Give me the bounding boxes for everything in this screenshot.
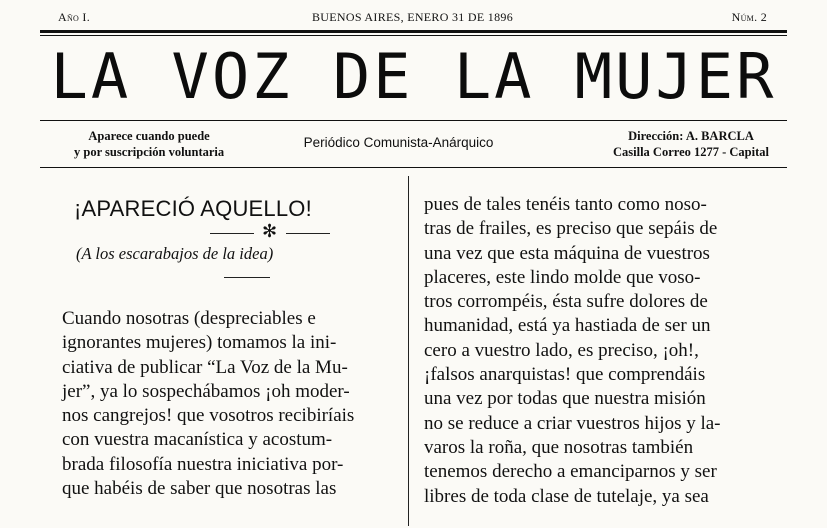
text-line: ¡falsos anarquistas! que comprendáis [424, 364, 706, 386]
text-line: que habéis de saber que nosotras las [62, 478, 337, 500]
right-column [424, 193, 780, 509]
publication-note-line-1: Aparece cuando puede [88, 129, 210, 143]
left-article-body [62, 307, 392, 501]
ornament-rule-right [286, 233, 330, 234]
masthead-title: LA VOZ DE LA MUJER [50, 40, 777, 113]
text-line: no se reduce a criar vuestros hijos y la- [424, 412, 721, 434]
issue-year: Año I. [58, 10, 91, 24]
text-line: humanidad, está ya hastiada de ser un [424, 315, 711, 337]
text-line: nos cangrejos! que vosotros recibiríais [62, 405, 355, 427]
editor-line: Dirección: A. BARCLA [628, 129, 754, 143]
issue-number: Núm. 2 [731, 10, 767, 24]
text-line: varos la roña, que nosotras también [424, 436, 694, 458]
text-line: jer”, ya lo sospechábamos ¡oh moder- [62, 380, 350, 402]
top-info-line [58, 10, 767, 26]
article-subtitle [76, 244, 392, 264]
subtitle-emphasis: escarabajos de la idea [118, 244, 268, 263]
masthead-bottom-rule [40, 120, 787, 121]
masthead-top-rule [40, 30, 787, 33]
text-line: ignorantes mujeres) tomamos la ini- [62, 332, 337, 354]
text-line: libres de toda clase de tutelaje, ya sea [424, 485, 709, 507]
text-line: tenemos derecho a emanciparnos y ser [424, 461, 717, 483]
address-line: Casilla Correo 1277 - Capital [612, 145, 769, 159]
text-line: con vuestra macanística y acostum- [62, 429, 333, 451]
editor-address [613, 128, 769, 160]
left-column [62, 176, 392, 501]
text-line: tros corrompéis, ésta sufre dolores de [424, 291, 708, 313]
subtitle-rule [224, 277, 270, 278]
text-line: pues de tales tenéis tanto como noso- [424, 194, 707, 215]
dateline: BUENOS AIRES, ENERO 31 DE 1896 [311, 10, 513, 24]
subheader [40, 124, 787, 168]
right-article-body [424, 193, 780, 509]
text-line: una vez por todas que nuestra misión [424, 388, 706, 410]
text-line: tras de frailes, es preciso que sepáis de [424, 218, 718, 240]
ornament-rule-left [210, 233, 254, 234]
subtitle-open: (A los [76, 244, 119, 263]
column-divider [408, 176, 409, 526]
article-title: ¡APARECIÓ AQUELLO! [74, 196, 312, 221]
text-line: placeres, este lindo molde que voso- [424, 266, 701, 288]
text-line: una vez que esta máquina de vuestros [424, 242, 710, 264]
text-line: cero a vuestro lado, es preciso, ¡oh!, [424, 339, 699, 361]
publication-note [74, 128, 224, 160]
text-line: ciativa de publicar “La Voz de la Mu- [62, 356, 348, 378]
subheader-bottom-rule [40, 167, 787, 168]
text-line: Cuando nosotras (despreciables e [62, 308, 316, 329]
title-ornament [210, 221, 330, 242]
publication-note-line-2: y por suscripción voluntaria [74, 145, 225, 159]
subtitle-close: ) [267, 244, 274, 263]
text-line: brada filosofía nuestra iniciativa por- [62, 453, 344, 475]
newspaper-subtitle: Periódico Comunista-Anárquico [303, 135, 494, 150]
asterism-icon: ✻ [262, 221, 278, 241]
